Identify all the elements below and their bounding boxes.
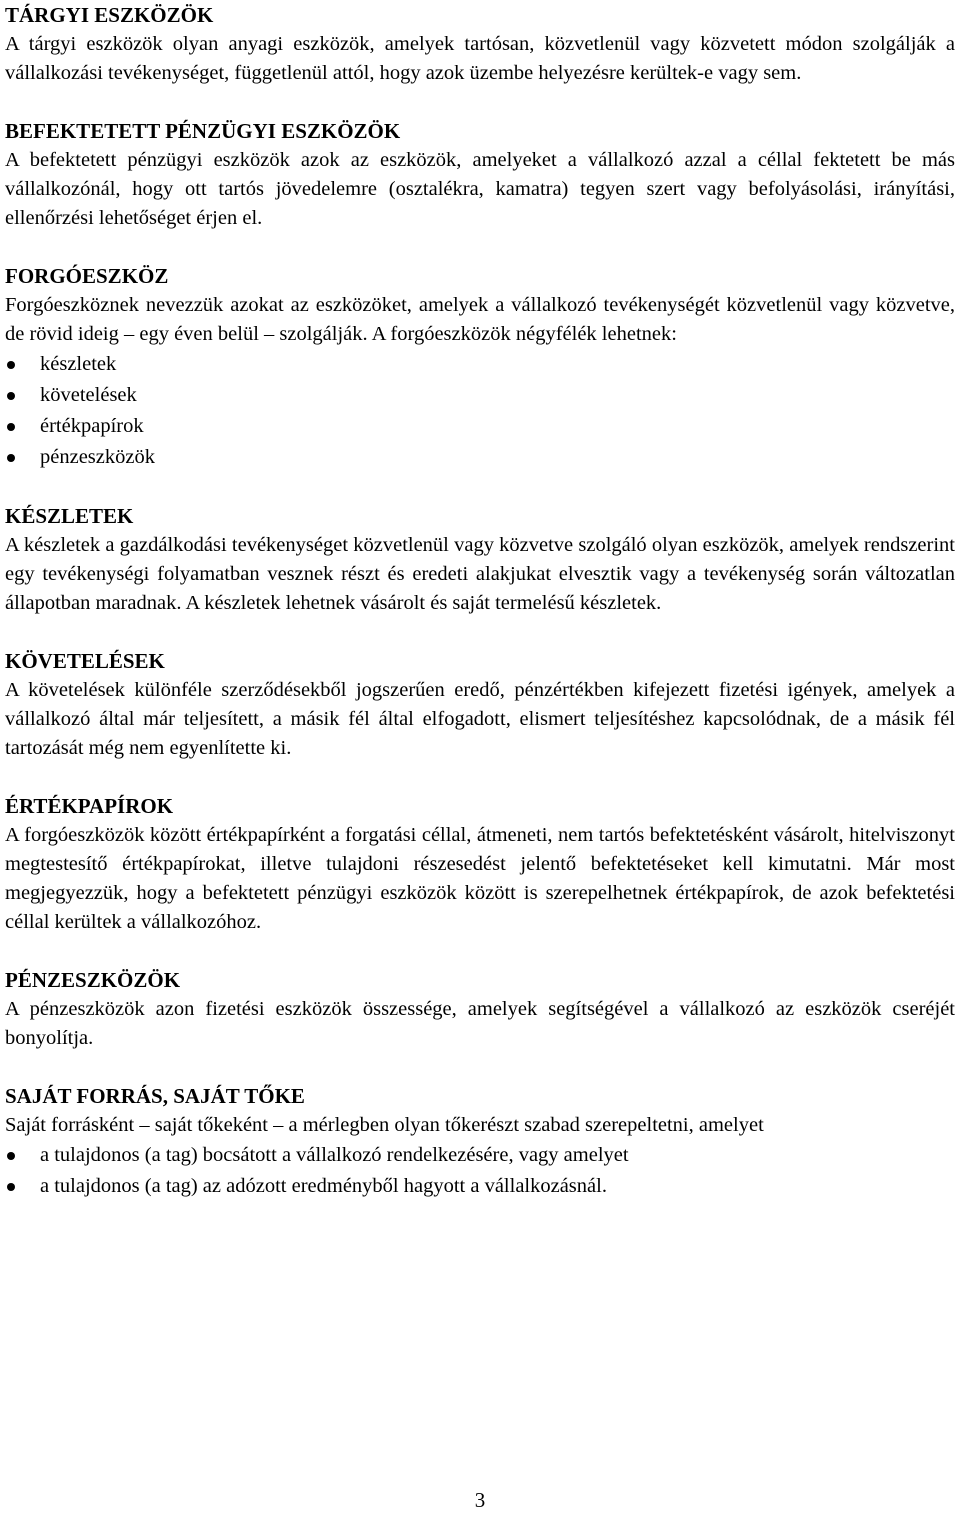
section-heading: ÉRTÉKPAPÍROK <box>5 794 174 818</box>
bullet-list <box>5 1140 955 1202</box>
section-befektetett-penzugyi-eszkozok <box>5 117 955 233</box>
list-item <box>5 411 955 442</box>
bullet-icon <box>7 392 15 400</box>
section-heading: KÖVETELÉSEK <box>5 649 165 673</box>
list-item-text: a tulajdonos (a tag) az adózott eredményből hagyott a vállalkozásnál. <box>40 1175 607 1197</box>
section-heading: SAJÁT FORRÁS, SAJÁT TŐKE <box>5 1084 305 1108</box>
section-paragraph: A követelések különféle szerződésekből jogszerűen eredő, pénzértékben kifejezett fizetési igények, amelyek a vállalkozó által már teljesített, a másik fél által elfogadott, elismert teljesítéshez kapcsolódnak, de a másik fél tartozását még nem egyenlítette ki. <box>5 679 955 759</box>
section-heading: BEFEKTETETT PÉNZÜGYI ESZKÖZÖK <box>5 119 401 143</box>
bullet-list <box>5 349 955 473</box>
list-item <box>5 349 955 380</box>
section-paragraph: Forgóeszköznek nevezzük azokat az eszközöket, amelyek a vállalkozó tevékenységét közvetlenül vagy közvetve, de rövid ideig – egy éven belül – szolgálják. A forgóeszközök négyfélék lehetnek: <box>5 294 955 345</box>
section-keszletek <box>5 502 955 618</box>
list-item <box>5 1140 955 1171</box>
section-heading: TÁRGYI ESZKÖZÖK <box>5 3 214 27</box>
section-heading: KÉSZLETEK <box>5 504 134 528</box>
section-heading: FORGÓESZKÖZ <box>5 264 169 288</box>
list-item-text: készletek <box>40 353 117 375</box>
section-paragraph: A pénzeszközök azon fizetési eszközök összessége, amelyek segítségével a vállalkozó az eszközök cseréjét bonyolítja. <box>5 998 955 1049</box>
section-paragraph: A tárgyi eszközök olyan anyagi eszközök, amelyek tartósan, közvetlenül vagy közvetett módon szolgálják a vállalkozási tevékenységet, függetlenül attól, hogy azok üzembe helyezésre kerültek-e vagy sem. <box>5 33 955 84</box>
list-item-text: a tulajdonos (a tag) bocsátott a vállalkozó rendelkezésére, vagy amelyet <box>40 1144 629 1166</box>
bullet-icon <box>7 1183 15 1191</box>
section-forgoeszkoz <box>5 262 955 473</box>
list-item <box>5 1171 955 1202</box>
section-sajat-forras <box>5 1082 955 1202</box>
section-kovetelesek <box>5 647 955 763</box>
page-number: 3 <box>474 1488 486 1512</box>
section-heading: PÉNZESZKÖZÖK <box>5 968 181 992</box>
list-item-text: követelések <box>40 384 137 406</box>
list-item <box>5 442 955 473</box>
bullet-icon <box>7 423 15 431</box>
section-penzeszkozok <box>5 966 955 1053</box>
bullet-icon <box>7 1152 15 1160</box>
list-item <box>5 380 955 411</box>
section-paragraph: A befektetett pénzügyi eszközök azok az eszközök, amelyeket a vállalkozó azzal a céllal fektetett be más vállalkozónál, hogy ott tartós jövedelemre (osztalékra, kamatra) tegyen szert vagy befolyásolási, irányítási, ellenőrzési lehetőséget érjen el. <box>5 149 955 229</box>
section-ertekpapirok <box>5 792 955 937</box>
list-item-text: pénzeszközök <box>40 446 155 468</box>
section-paragraph: A forgóeszközök között értékpapírként a forgatási céllal, átmeneti, nem tartós befektetésként vásárolt, hitelviszonyt megtestesítő értékpapírokat, illetve tulajdoni részesedést jelentő befektetéseket kell kimutatni. Már most megjegyezzük, hogy a befektetett pénzügyi eszközök között is szerepelhetnek értékpapírok, de azok befektetési céllal kerültek a vállalkozóhoz. <box>5 824 955 933</box>
section-paragraph: Saját forrásként – saját tőkeként – a mérlegben olyan tőkerészt szabad szerepeltetni, amelyet <box>5 1114 764 1136</box>
bullet-icon <box>7 454 15 462</box>
section-paragraph: A készletek a gazdálkodási tevékenységet közvetlenül vagy közvetve szolgáló olyan eszközök, amelyek rendszerint egy tevékenységi folyamatban vesznek részt és eredeti alakjukat elvesztik vagy a tevékenység során változatlan állapotban maradnak. A készletek lehetnek vásárolt és saját termelésű készletek. <box>5 534 955 614</box>
bullet-icon <box>7 361 15 369</box>
section-targyi-eszkozok <box>5 1 955 88</box>
document-page <box>5 0 955 1202</box>
list-item-text: értékpapírok <box>40 415 144 437</box>
